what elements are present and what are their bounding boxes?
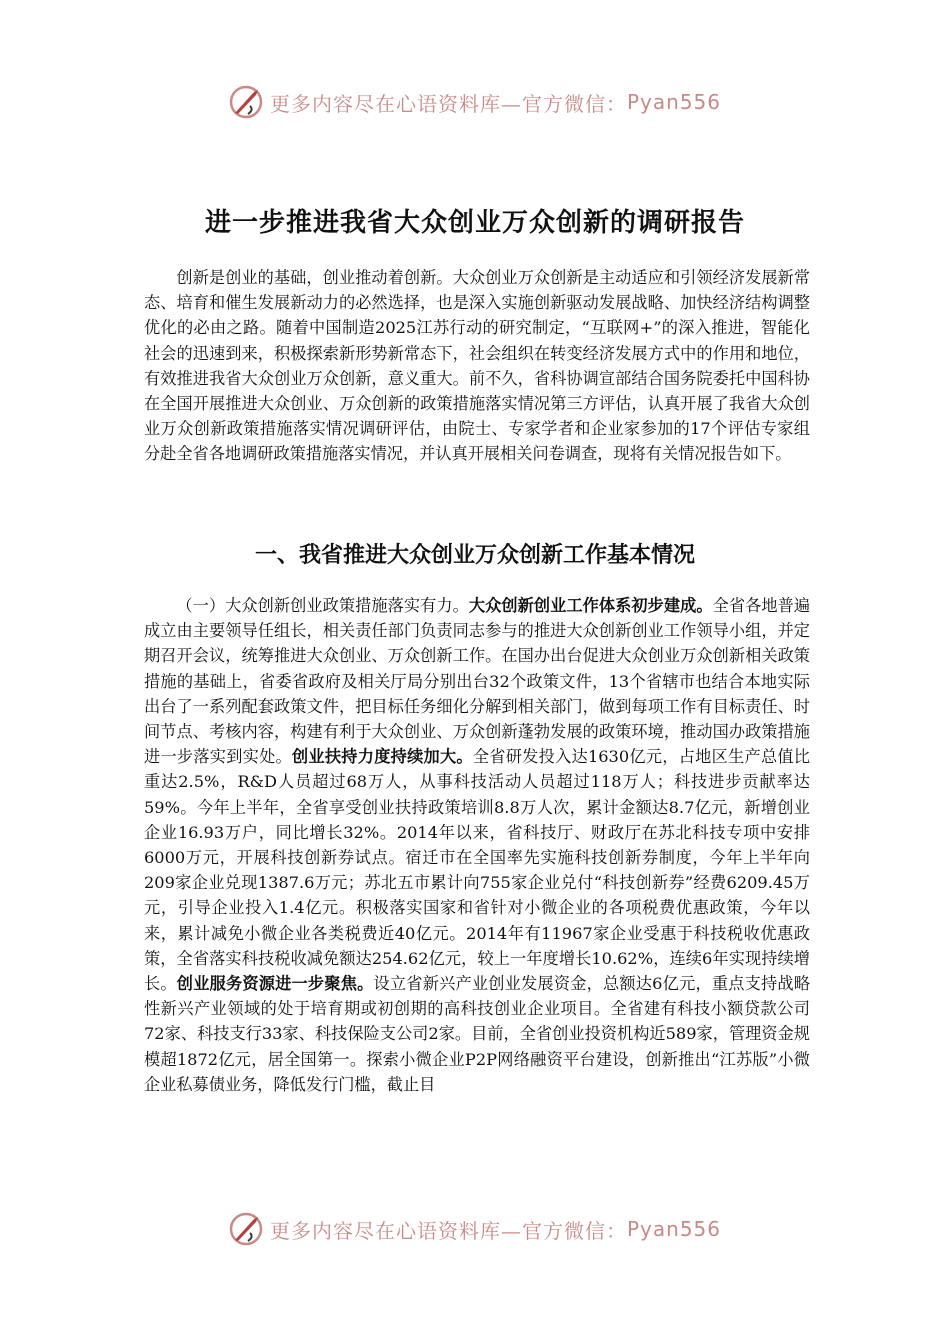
section-heading: 一、我省推进大众创业万众创新工作基本情况 bbox=[254, 543, 695, 568]
quill-logo-icon bbox=[228, 84, 264, 120]
paragraph-text-2: 全省研发投入达1630亿元，占地区生产总值比重达2.5%，R&D人员超过68万人，从事科技活动人员超过118万人；科技进步贡献率达59%。今年上半年，全省享受创业扶持政策培训8.8万人次，累计金额达8.7亿元，新增创业企业16.93万户，同比增长32%。2014年以来，省科技厅、财政厅在苏北科技专项中安排6000万元，开展科技创新券试点。宿迁市在全国率先实施科技创新券制度，今年上半年向209家企业兑现1387.6万元；苏北五市累计向755家企业兑付“科技创新券”经费6209.45万元，引导企业投入1.4亿元。积极落实国家和省针对小微企业的各项税费优惠政策，今年以来，累计减免小微企业各类税费近40亿元。2014年有11967家企业受惠于科技税收优惠政策，全省落实科技税收减免额达254.62亿元，较上一年度增长10.62%，连续6年实现持续增长。 bbox=[144, 747, 811, 994]
section-paragraph bbox=[144, 593, 810, 1097]
paragraph-text-3: 设立省新兴产业创业发展资金，总额达6亿元，重点支持战略性新兴产业领域的处于培育期或初创期的高科技创业企业项目。全省建有科技小额贷款公司72家、科技支行33家、科技保险支公司2家。目前，全省创业投资机构近589家，管理资金规模超1872亿元，居全国第一。探索小微企业P2P网络融资平台建设，创新推出“江苏版”小微企业私募债业务，降低发行门槛，截止目 bbox=[144, 974, 811, 1094]
footer-watermark bbox=[228, 1210, 721, 1248]
subsection-heading: （一）大众创新创业政策措施落实有力。 bbox=[176, 596, 469, 615]
paragraph-text-1: 全省各地普遍成立由主要领导任组长，相关责任部门负责同志参与的推进大众创新创业工作领导小组，并定期召开会议，统筹推进大众创业、万众创新工作。在国办出台促进大众创业万众创新相关政策措施的基础上，省委省政府及相关厅局分别出台32个政策文件，13个省辖市也结合本地实际出台了一系列配套政策文件，把目标任务细化分解到相关部门，做到每项工作有目标责任、时间节点、考核内容，构建有利于大众创业、万众创新蓬勃发展的政策环境，推动国办政策措施进一步落实到实处。 bbox=[144, 596, 811, 767]
document-title: 进一步推进我省大众创业万众创新的调研报告 bbox=[204, 208, 745, 238]
watermark-wechat-id: Pyan556 bbox=[627, 90, 722, 114]
highlight-2: 创业扶持力度持续加大。 bbox=[291, 747, 473, 767]
intro-paragraph: 创新是创业的基础，创业推动着创新。大众创业万众创新是主动适应和引领经济发展新常态、培育和催生发展新动力的必然选择，也是深入实施创新驱动发展战略、加快经济结构调整优化的必由之路。随着中国制造2025江苏行动的研究制定，“互联网+”的深入推进，智能化社会的迅速到来，积极探索新形势新常态下，社会组织在转变经济发展方式中的作用和地位，有效推进我省大众创业万众创新，意义重大。前不久，省科协调宣部结合国务院委托中国科协在全国开展推进大众创业、万众创新的政策措施落实情况第三方评估，认真开展了我省大众创业万众创新政策措施落实情况调研评估，由院士、专家学者和企业家参加的17个评估专家组分赴全省各地调研政策措施落实情况，并认真开展相关问卷调查，现将有关情况报告如下。 bbox=[144, 268, 810, 464]
highlight-1: 大众创新创业工作体系初步建成。 bbox=[468, 596, 713, 615]
intro-section bbox=[144, 265, 810, 467]
watermark-text: 更多内容尽在心语资料库—官方微信： bbox=[270, 1218, 627, 1243]
highlight-3: 创业服务资源进一步聚焦。 bbox=[176, 974, 374, 994]
header-watermark bbox=[228, 83, 721, 121]
watermark-wechat-id: Pyan556 bbox=[627, 1217, 722, 1241]
quill-logo-icon bbox=[228, 1211, 264, 1247]
watermark-text: 更多内容尽在心语资料库—官方微信： bbox=[270, 91, 627, 116]
section-body bbox=[144, 593, 810, 1097]
